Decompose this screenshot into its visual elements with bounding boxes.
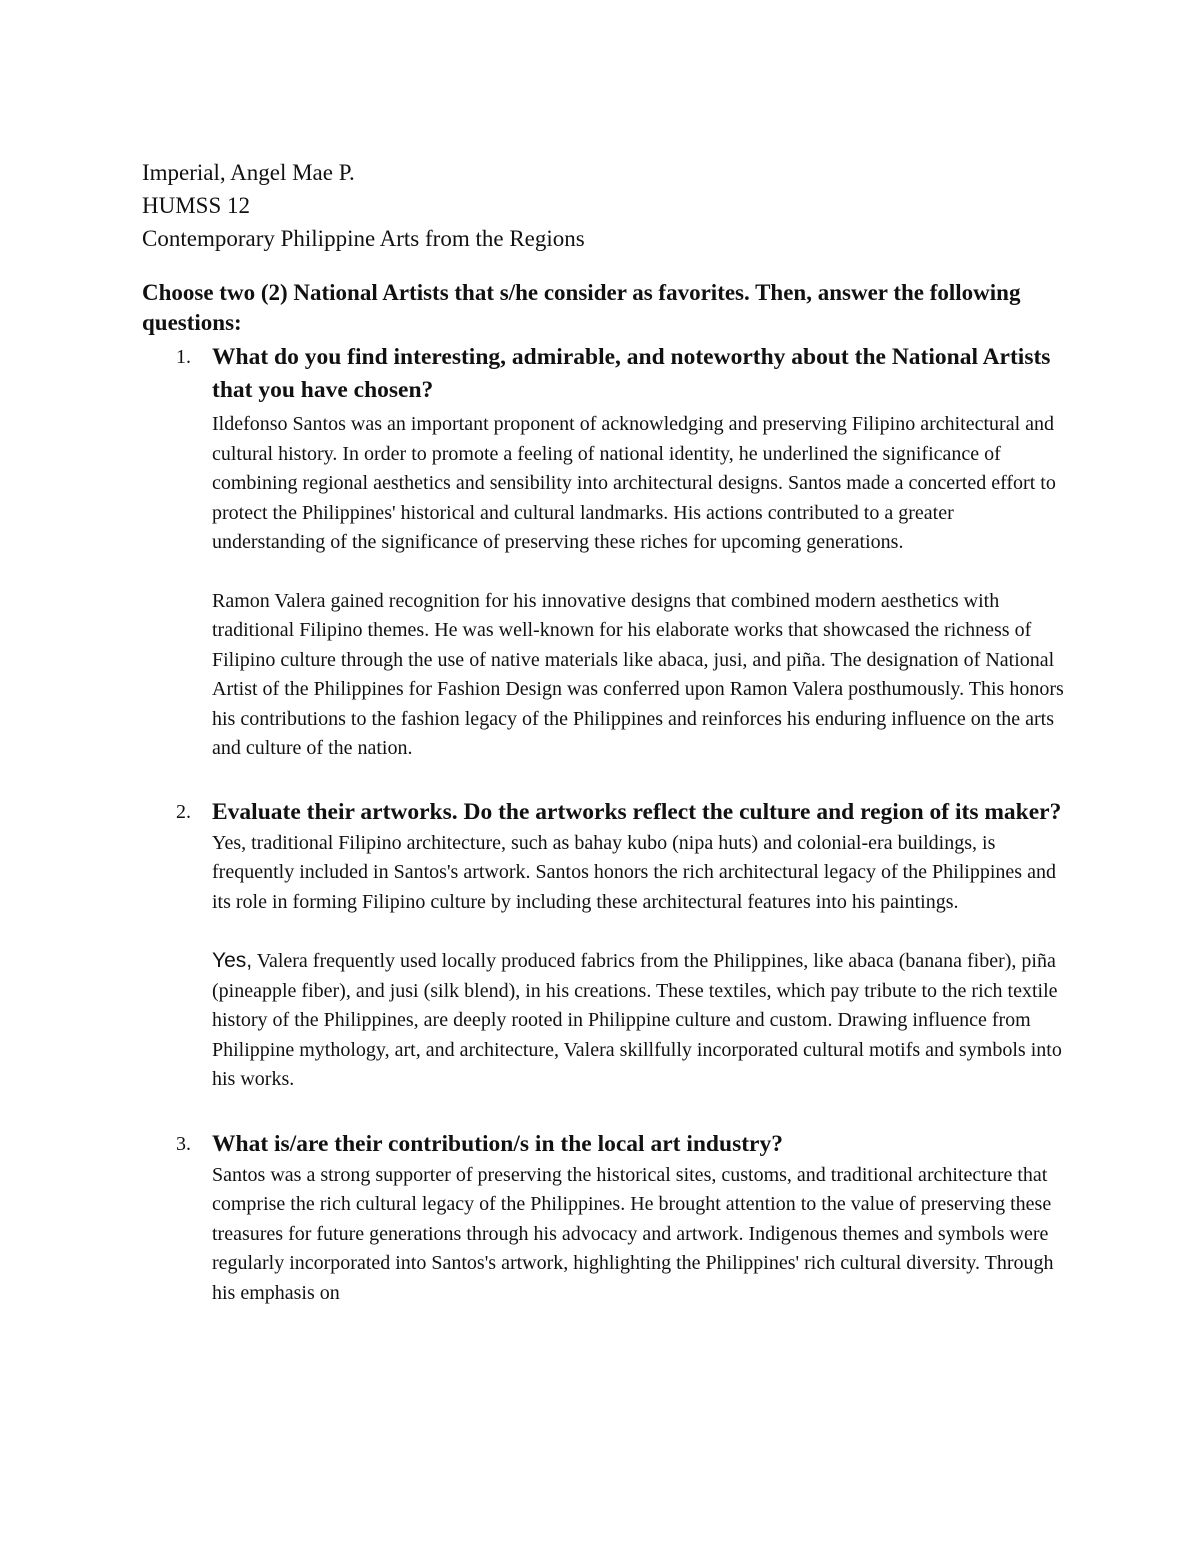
question-number: 1. (176, 346, 191, 368)
question-number: 3. (176, 1132, 191, 1155)
answer-lead: Yes, (212, 949, 253, 972)
answer-paragraph: Ildefonso Santos was an important proponent of acknowledging and preserving Filipino architectural and cultural history. In order to promote a feeling of national identity, he underlined the significance of combining regional aesthetics and sensibility into architectural designs. Santos made a concerted effort to protect the Philippines' historical and cultural landmarks. His actions contributed to a greater understanding of the significance of preserving these riches for upcoming generations. (212, 413, 1056, 553)
question-list (142, 341, 1072, 1308)
answer-paragraph: Santos was a strong supporter of preserving the historical sites, customs, and traditional architecture that comprise the rich cultural legacy of the Philippines. He brought attention to the value of preserving these treasures for future generations through his advocacy and artwork. Indigenous themes and symbols were regularly incorporated into Santos's artwork, highlighting the Philippines' rich cultural diversity. Through his emphasis on (212, 1163, 1054, 1304)
instructions: Choose two (2) National Artists that s/he consider as favorites. Then, answer the following questions: (142, 280, 1021, 335)
question-text: What is/are their contribution/s in the local art industry? (212, 1130, 783, 1157)
question-text: What do you find interesting, admirable, and noteworthy about the National Artists that you have chosen? (212, 344, 1051, 403)
answer-paragraph: Yes, traditional Filipino architecture, such as bahay kubo (nipa huts) and colonial-era buildings, is frequently included in Santos's artwork. Santos honors the rich architectural legacy of the Philippines and its role in forming Filipino culture by including these architectural features into his paintings. (212, 831, 1056, 913)
subject: Contemporary Philippine Arts from the Regions (142, 226, 585, 251)
answer-paragraph (212, 946, 1072, 1095)
question-3 (142, 1128, 1072, 1309)
answer-paragraph: Ramon Valera gained recognition for his innovative designs that combined modern aesthetics with traditional Filipino themes. He was well-known for his elaborate works that showcased the richness of Filipino culture through the use of native materials like abaca, jusi, and piña. The designation of National Artist of the Philippines for Fashion Design was conferred upon Ramon Valera posthumously. This honors his contributions to the fashion legacy of the Philippines and reinforces his enduring influence on the arts and culture of the nation. (212, 589, 1064, 759)
question-number: 2. (176, 800, 191, 823)
question-2 (142, 796, 1072, 1095)
question-1 (142, 341, 1072, 764)
question-text: Evaluate their artworks. Do the artworks reflect the culture and region of its maker? (212, 798, 1062, 825)
answer-rest: Valera frequently used locally produced fabrics from the Philippines, like abaca (banana fiber), piña (pineapple fiber), and jusi (silk blend), in his creations. These textiles, which pay tribute to the rich textile history of the Philippines, are deeply rooted in Philippine culture and custom. Drawing influence from Philippine mythology, art, and architecture, Valera skillfully incorporated cultural motifs and symbols into his works. (212, 950, 1062, 1090)
document-page (142, 156, 1072, 1308)
student-name: Imperial, Angel Mae P. (142, 160, 355, 185)
section: HUMSS 12 (142, 193, 251, 218)
